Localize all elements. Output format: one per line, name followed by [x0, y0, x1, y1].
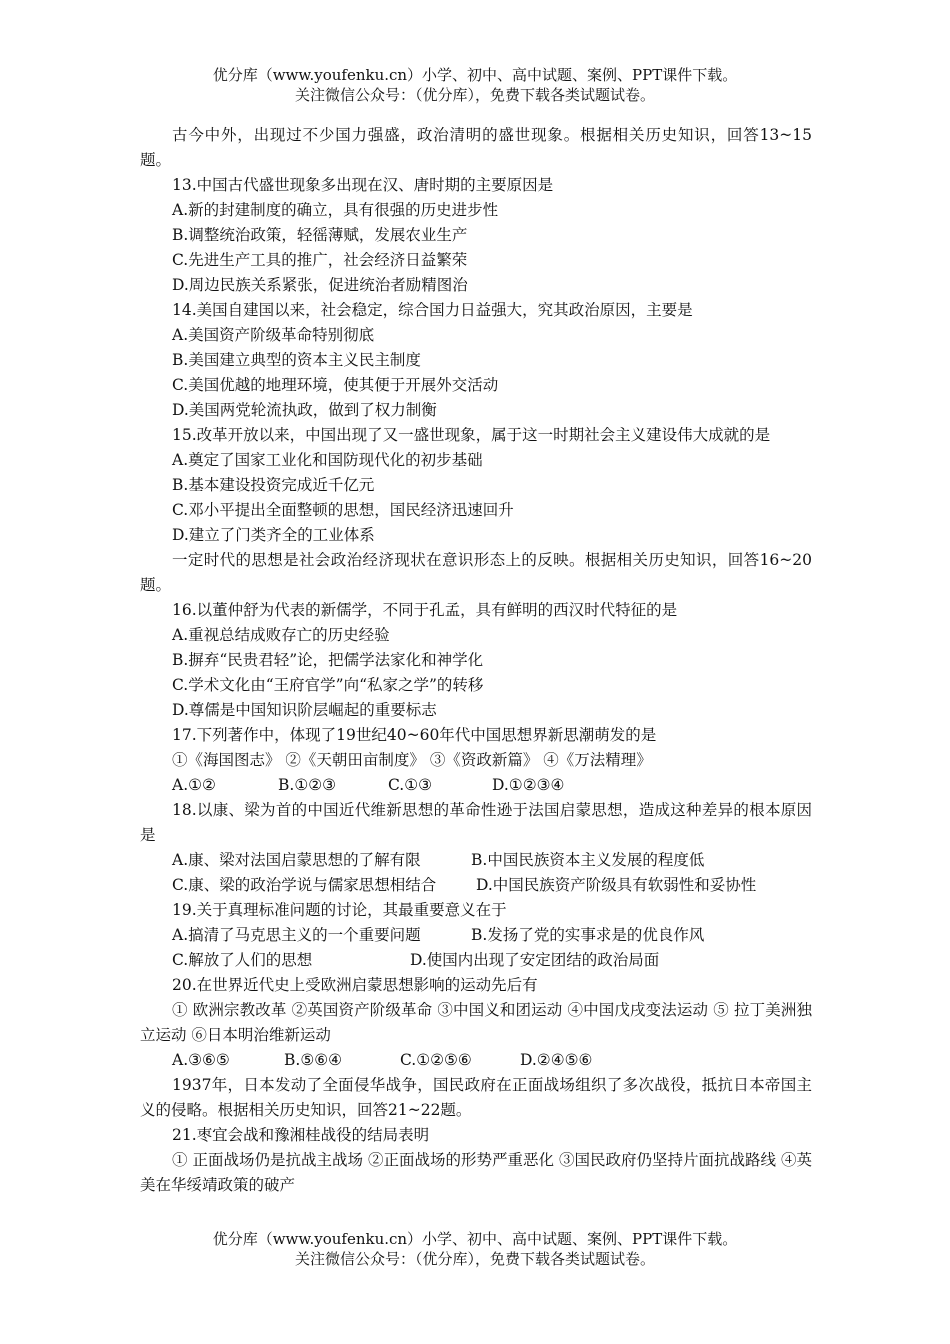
question-16-option-a: A.重视总结成败存亡的历史经验 [172, 626, 390, 644]
page-header [0, 65, 950, 105]
intro-21-22: 1937年，日本发动了全面侵华战争，国民政府在正面战场组织了多次战役，抵抗日本帝国主义的侵略。根据相关历史知识，回答21~22题。 [140, 1076, 812, 1119]
question-14-option-c: C.美国优越的地理环境，使其便于开展外交活动 [172, 376, 499, 394]
page-footer [0, 1229, 950, 1269]
question-18-options-row-1 [140, 848, 812, 873]
question-15-option-d: D.建立了门类齐全的工业体系 [172, 526, 375, 544]
question-19-option-d: D.使国内出现了安定团结的政治局面 [410, 951, 660, 969]
question-20-option-b: B.⑤⑥④ [284, 1051, 343, 1069]
question-18-stem: 18.以康、梁为首的中国近代维新思想的革命性逊于法国启蒙思想，造成这种差异的根本原因是 [140, 801, 812, 844]
question-16-option-d: D.尊儒是中国知识阶层崛起的重要标志 [172, 701, 437, 719]
question-17-options [140, 773, 812, 798]
question-21-items: ① 正面战场仍是抗战主战场 ②正面战场的形势严重恶化 ③国民政府仍坚持片面抗战路线 ④英美在华绥靖政策的破产 [140, 1151, 812, 1194]
header-line-1: 优分库（www.youfenku.cn）小学、初中、高中试题、案例、PPT课件下载。 [212, 66, 738, 84]
question-18-option-a: A.康、梁对法国启蒙思想的了解有限 [172, 851, 421, 869]
question-13-option-b: B.调整统治政策，轻徭薄赋，发展农业生产 [172, 226, 468, 244]
question-20-option-d: D.②④⑤⑥ [520, 1051, 593, 1069]
question-16-stem: 16.以董仲舒为代表的新儒学，不同于孔孟，具有鲜明的西汉时代特征的是 [172, 601, 678, 619]
question-15-option-c: C.邓小平提出全面整顿的思想，国民经济迅速回升 [172, 501, 514, 519]
question-18-option-d: D.中国民族资产阶级具有软弱性和妥协性 [476, 876, 757, 894]
question-13-option-c: C.先进生产工具的推广，社会经济日益繁荣 [172, 251, 468, 269]
question-19-option-a: A.搞清了马克思主义的一个重要问题 [172, 926, 421, 944]
question-14-stem: 14.美国自建国以来，社会稳定，综合国力日益强大，究其政治原因，主要是 [172, 301, 693, 319]
question-21-stem: 21.枣宜会战和豫湘桂战役的结局表明 [172, 1126, 430, 1144]
intro-13-15: 古今中外，出现过不少国力强盛，政治清明的盛世现象。根据相关历史知识，回答13~15题。 [140, 126, 812, 169]
question-18-option-c: C.康、梁的政治学说与儒家思想相结合 [172, 876, 437, 894]
question-15-option-a: A.奠定了国家工业化和国防现代化的初步基础 [172, 451, 483, 469]
question-18-options-row-2 [140, 873, 812, 898]
question-16-option-b: B.摒弃“民贵君轻”论，把儒学法家化和神学化 [172, 651, 484, 669]
question-19-options-row-2 [140, 948, 812, 973]
question-17-option-d: D.①②③④ [492, 776, 565, 794]
question-19-stem: 19.关于真理标准问题的讨论，其最重要意义在于 [172, 901, 507, 919]
question-14-option-a: A.美国资产阶级革命特别彻底 [172, 326, 375, 344]
question-17-option-b: B.①②③ [278, 776, 337, 794]
question-18-option-b: B.中国民族资本主义发展的程度低 [471, 851, 705, 869]
header-line-2: 关注微信公众号：（优分库），免费下载各类试题试卷。 [294, 86, 655, 104]
question-19-options-row-1 [140, 923, 812, 948]
question-15-stem: 15.改革开放以来，中国出现了又一盛世现象，属于这一时期社会主义建设伟大成就的是 [172, 426, 771, 444]
footer-line-2: 关注微信公众号：（优分库），免费下载各类试题试卷。 [294, 1250, 655, 1268]
question-20-option-a: A.③⑥⑤ [172, 1051, 230, 1069]
question-16-option-c: C.学术文化由“王府官学”向“私家之学”的转移 [172, 676, 484, 694]
question-19-option-b: B.发扬了党的实事求是的优良作风 [471, 926, 705, 944]
footer-line-1: 优分库（www.youfenku.cn）小学、初中、高中试题、案例、PPT课件下载。 [212, 1230, 738, 1248]
question-20-items: ① 欧洲宗教改革 ②英国资产阶级革命 ③中国义和团运动 ④中国戊戌变法运动 ⑤ 拉丁美洲独立运动 ⑥日本明治维新运动 [140, 1001, 812, 1044]
question-20-stem: 20.在世界近代史上受欧洲启蒙思想影响的运动先后有 [172, 976, 538, 994]
question-15-option-b: B.基本建设投资完成近千亿元 [172, 476, 375, 494]
question-17-option-c: C.①③ [388, 776, 433, 794]
question-17-option-a: A.①② [172, 776, 216, 794]
question-19-option-c: C.解放了人们的思想 [172, 951, 313, 969]
question-17-stem: 17.下列著作中，体现了19世纪40~60年代中国思想界新思潮萌发的是 [172, 726, 657, 744]
question-13-option-a: A.新的封建制度的确立，具有很强的历史进步性 [172, 201, 499, 219]
question-13-stem: 13.中国古代盛世现象多出现在汉、唐时期的主要原因是 [172, 176, 554, 194]
question-14-option-b: B.美国建立典型的资本主义民主制度 [172, 351, 421, 369]
intro-16-20: 一定时代的思想是社会政治经济现状在意识形态上的反映。根据相关历史知识，回答16~20题。 [140, 551, 812, 594]
exam-content [140, 123, 812, 1198]
question-20-options [140, 1048, 812, 1073]
question-20-option-c: C.①②⑤⑥ [400, 1051, 472, 1069]
question-14-option-d: D.美国两党轮流执政，做到了权力制衡 [172, 401, 437, 419]
question-13-option-d: D.周边民族关系紧张，促进统治者励精图治 [172, 276, 468, 294]
question-17-items: ①《海国图志》 ②《天朝田亩制度》 ③《资政新篇》 ④《万法精理》 [172, 751, 652, 769]
